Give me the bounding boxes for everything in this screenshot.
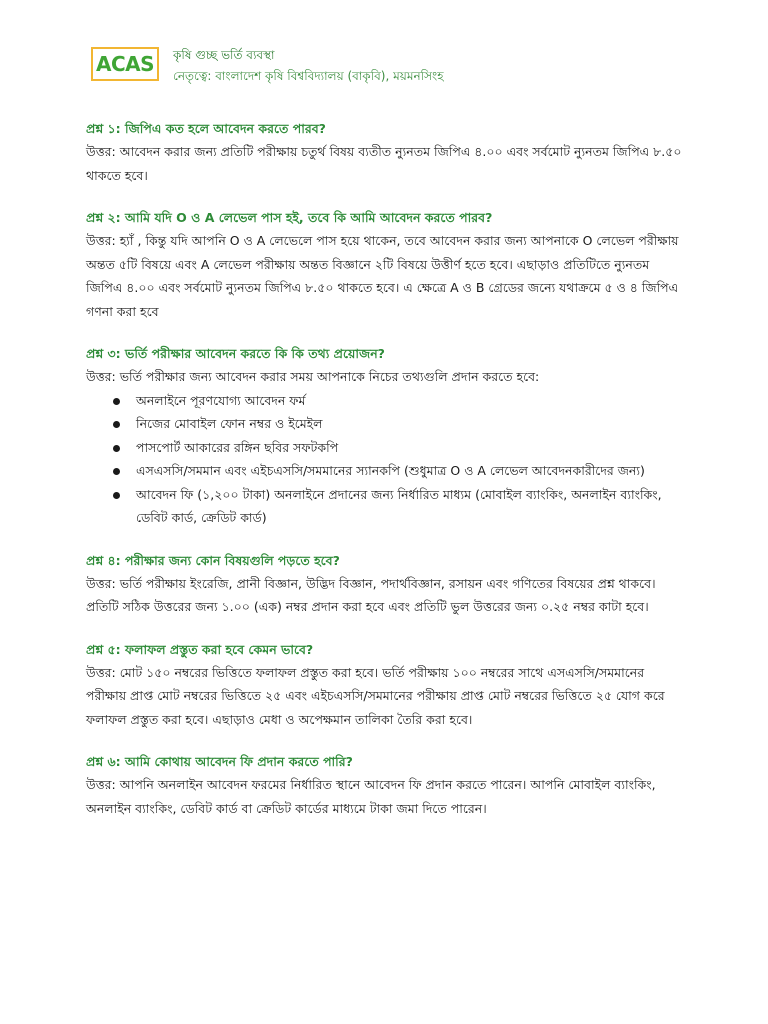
faq-item-3 — [86, 343, 686, 530]
faq-item-4 — [86, 550, 686, 619]
faq-answer: উত্তর: হ্যাঁ , কিন্তু যদি আপনি O ও A লেভেলে পাস হয়ে থাকেন, তবে আবেদন করার জন্য আপনাকে O লেভেল পরীক্ষায় অন্তত ৫টি বিষয়ে এবং A লেভেল পরীক্ষায় অন্তত বিজ্ঞানে ২টি বিষয়ে উত্তীর্ণ হতে হবে। এছাড়াও প্রতিটিতে ন্যুনতম জিপিএ ৪.০০ এবং সর্বমোট ন্যুনতম জিপিএ ৮.৫০ থাকতে হবে। এ ক্ষেত্রে A ও B গ্রেডের জন্যে যথাক্রমে ৫ ও ৪ জিপিএ গণনা করা হবে — [86, 233, 679, 319]
list-item-text: এসএসসি/সমমান এবং এইচএসসি/সমমানের স্যানকপি (শুধুমাত্র O ও A লেভেল আবেদনকারীদের জন্য) — [136, 463, 645, 478]
required-info-list — [86, 389, 686, 530]
list-item-text: নিজের মোবাইল ফোন নম্বর ও ইমেইল — [136, 416, 323, 431]
faq-answer: উত্তর: আপনি অনলাইন আবেদন ফরমের নির্ধারিত স্থানে আবেদন ফি প্রদান করতে পারেন। আপনি মোবাইল ব্যাংকিং, অনলাইন ব্যাংকিং, ডেবিট কার্ড বা ক্রেডিট কার্ডের মাধ্যমে টাকা জমা দিতে পারেন। — [86, 777, 656, 816]
bullet-icon — [113, 421, 120, 428]
bullet-icon — [113, 492, 120, 499]
list-item-text: পাসপোর্ট আকারের রঙ্গিন ছবির সফটকপি — [136, 439, 339, 455]
org-leadership: নেতৃত্বে: বাংলাদেশ কৃষি বিশ্ববিদ্যালয় (বাকৃবি), ময়মনসিংহ — [173, 69, 444, 83]
list-item-text: অনলাইনে পূরণযোগ্য আবেদন ফর্ম — [136, 392, 306, 408]
faq-answer: উত্তর: আবেদন করার জন্য প্রতিটি পরীক্ষায় চতুর্থ বিষয় ব্যতীত ন্যুনতম জিপিএ ৪.০০ এবং সর্বমোট ন্যুনতম জিপিএ ৮.৫০ থাকতে হবে। — [86, 144, 682, 183]
faq-question: প্রশ্ন ৫: ফলাফল প্রস্তুত করা হবে কেমন ভাবে? — [86, 641, 314, 657]
faq-answer: উত্তর: মোট ১৫০ নম্বরের ভিত্তিতে ফলাফল প্রস্তুত করা হবে। ভর্তি পরীক্ষায় ১০০ নম্বরের সাথে এসএসসি/সমমানের পরীক্ষায় প্রাপ্ত মোট নম্বরের ভিত্তিতে ২৫ এবং এইচএসসি/সমমানের পরীক্ষায় প্রাপ্ত মোট নম্বরের ভিত্তিতে ২৫ যোগ করে ফলাফল প্রস্তুত করা হবে। এছাড়াও মেধা ও অপেক্ষমান তালিকা তৈরি করা হবে। — [86, 664, 665, 727]
faq-question: প্রশ্ন ৪: পরীক্ষার জন্য কোন বিষয়গুলি পড়তে হবে? — [86, 552, 340, 568]
faq-question: প্রশ্ন ১: জিপিএ কত হলে আবেদন করতে পারব? — [86, 121, 326, 136]
organization-info — [173, 45, 444, 87]
list-item — [86, 436, 686, 460]
faq-item-1 — [86, 118, 686, 187]
list-item — [86, 389, 686, 413]
faq-question: প্রশ্ন ২: আমি যদি O ও A লেভেল পাস হই, তবে কি আমি আবেদন করতে পারব? — [86, 210, 493, 225]
acas-logo — [91, 47, 159, 81]
bullet-icon — [113, 468, 120, 475]
org-name: কৃষি গুচ্ছ ভর্তি ব্যবস্থা — [173, 48, 275, 62]
document-header — [91, 45, 691, 85]
faq-answer: উত্তর: ভর্তি পরীক্ষার জন্য আবেদন করার সময় আপনাকে নিচের তথ্যগুলি প্রদান করতে হবে: — [86, 369, 540, 384]
faq-content — [86, 118, 686, 840]
faq-item-2 — [86, 207, 686, 323]
faq-answer: উত্তর: ভর্তি পরীক্ষায় ইংরেজি, প্রানী বিজ্ঞান, উদ্ভিদ বিজ্ঞান, পদার্থবিজ্ঞান, রসায়ন এবং গণিতের বিষয়ের প্রশ্ন থাকবে। প্রতিটি সঠিক উত্তরের জন্য ১.০০ (এক) নম্বর প্রদান করা হবে এবং প্রতিটি ভুল উত্তরের জন্য ০.২৫ নম্বর কাটা হবে। — [86, 575, 656, 614]
logo-text: ACAS — [95, 52, 155, 76]
faq-item-5 — [86, 639, 686, 732]
list-item — [86, 412, 686, 436]
faq-question: প্রশ্ন ৬: আমি কোথায় আবেদন ফি প্রদান করতে পারি? — [86, 754, 353, 769]
faq-item-6 — [86, 751, 686, 820]
bullet-icon — [113, 398, 120, 405]
list-item — [86, 483, 686, 530]
list-item — [86, 459, 686, 483]
bullet-icon — [113, 445, 120, 452]
faq-question: প্রশ্ন ৩: ভর্তি পরীক্ষার আবেদন করতে কি কি তথ্য প্রয়োজন? — [86, 346, 385, 361]
list-item-text: আবেদন ফি (১,২০০ টাকা) অনলাইনে প্রদানের জন্য নির্ধারিত মাধ্যম (মোবাইল ব্যাংকিং, অনলাইন ব্যাংকিং, ডেবিট কার্ড, ক্রেডিট কার্ড) — [136, 486, 662, 525]
